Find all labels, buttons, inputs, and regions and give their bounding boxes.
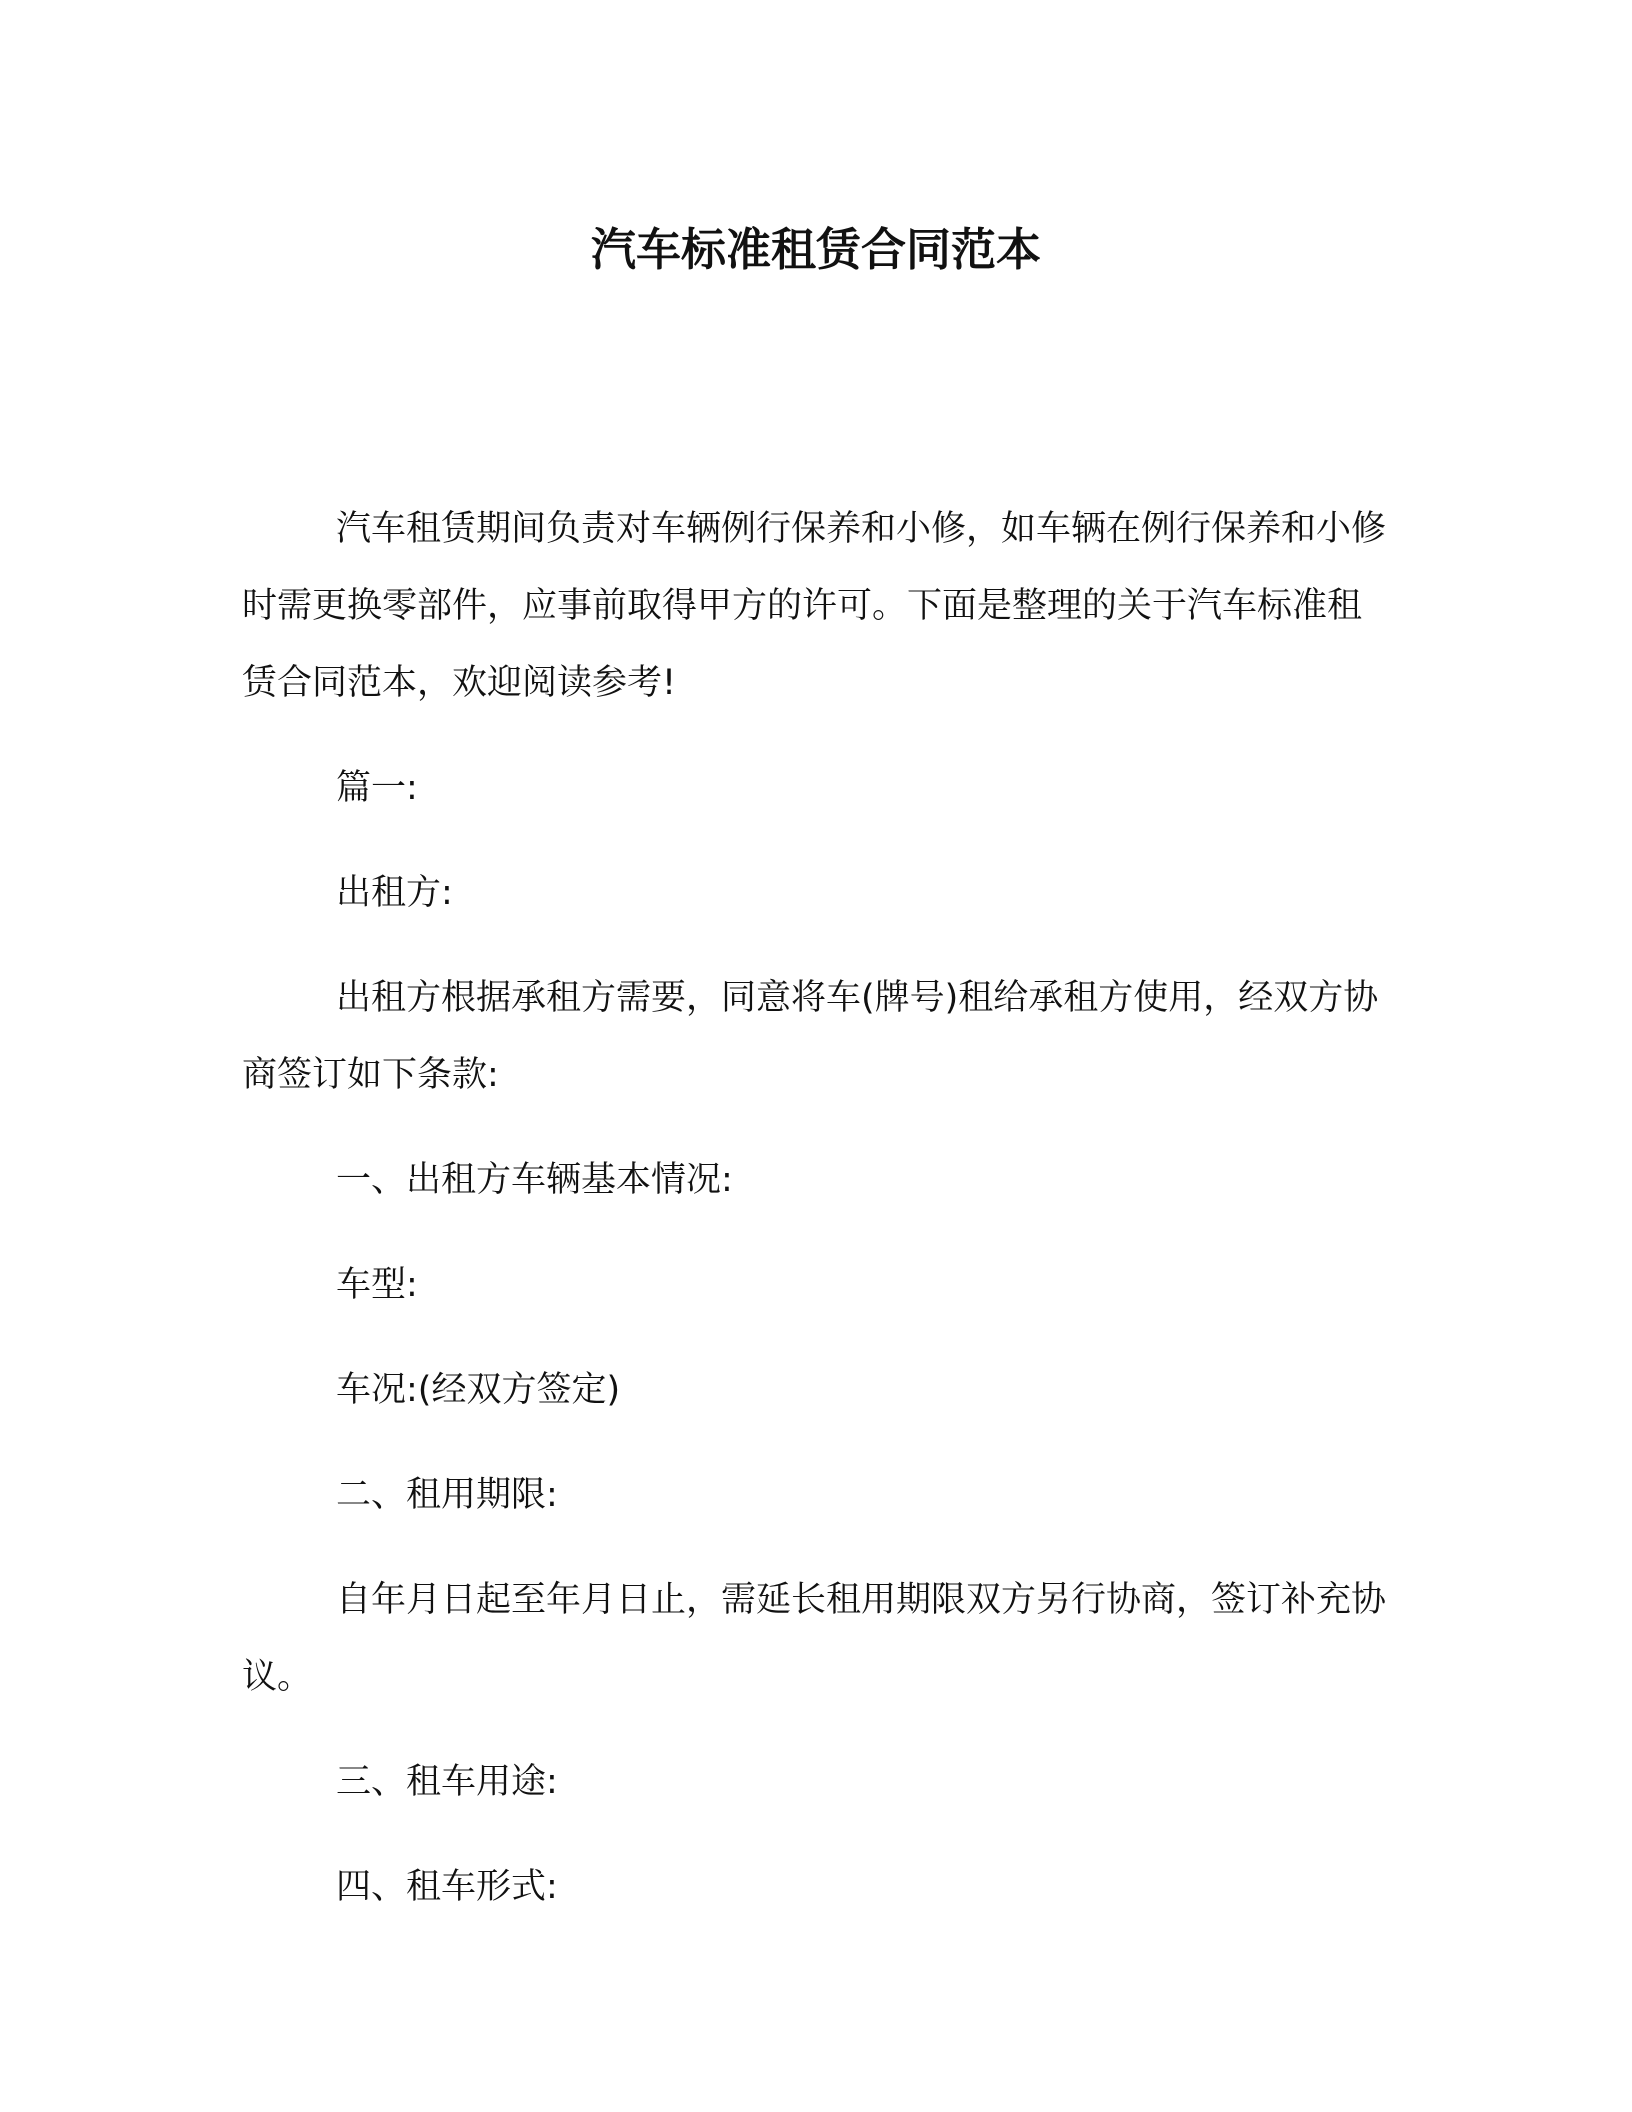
clause-heading-4: 四、租车形式: [336,1867,558,1907]
document-body [242,491,1392,1954]
clause-heading-1: 一、出租方车辆基本情况: [336,1160,733,1200]
document-title: 汽车标准租赁合同范本 [590,223,1041,276]
clause-heading-3: 三、租车用途: [336,1762,558,1802]
section-label: 篇一: [336,768,418,808]
intro-paragraph: 汽车租赁期间负责对车辆例行保养和小修，如车辆在例行保养和小修时需更换零部件，应事前取得甲方的许可。下面是整理的关于汽车标准租赁合同范本，欢迎阅读参考! [242,509,1387,703]
vehicle-model-line: 车型: [336,1265,418,1305]
agreement-paragraph: 出租方根据承租方需要，同意将车(牌号)租给承租方使用，经双方协商签订如下条款: [242,978,1379,1095]
vehicle-condition-line: 车况:(经双方签定) [336,1370,621,1410]
lessor-line: 出租方: [336,873,453,913]
clause-heading-2: 二、租用期限: [336,1475,558,1515]
lease-term-paragraph: 自年月日起至年月日止，需延长租用期限双方另行协商，签订补充协议。 [242,1580,1387,1697]
